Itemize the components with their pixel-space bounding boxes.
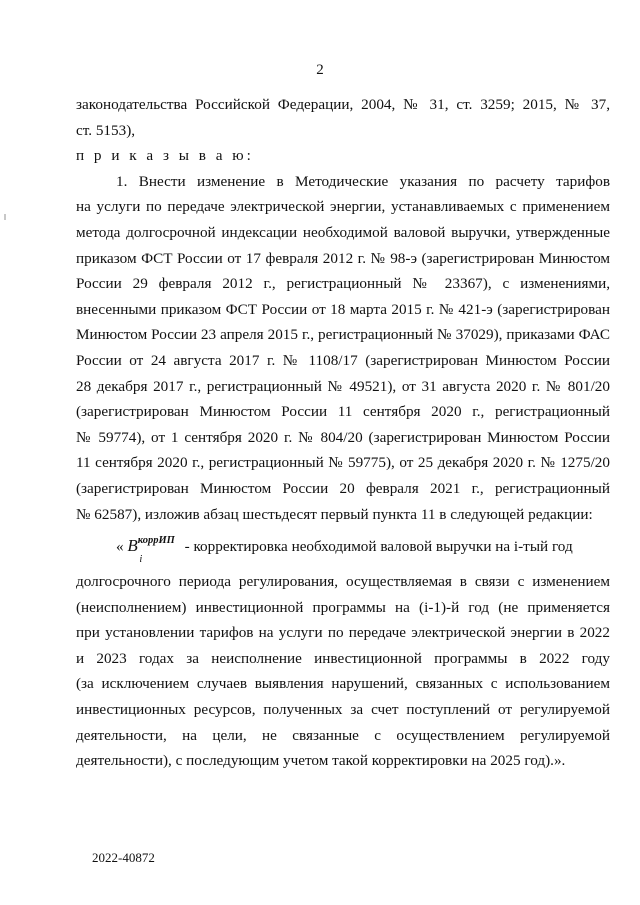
formula-superscript: коррИП <box>137 535 175 547</box>
document-registration-code: 2022-40872 <box>92 850 155 865</box>
paragraph-legislation-ref <box>76 92 610 143</box>
text-line: деятельности, на цели, не связанные с осуществлением регулируемой <box>76 726 610 744</box>
paragraph-order-word <box>76 143 610 169</box>
text-line: № 59774), от 1 сентября 2020 г. № 804/20 (зарегистрирован Минюстом России <box>76 428 610 446</box>
text-line: долгосрочного периода регулирования, осуществляемая в связи с изменением <box>76 573 610 591</box>
text-line: законодательства Российской Федерации, 2004, № 31, ст. 3259; 2015, № 37, <box>76 96 610 113</box>
text-line: инвестиционных ресурсов, полученных за счет поступлений от регулируемой <box>76 701 610 719</box>
formula-subscript: i <box>139 554 143 566</box>
open-quote: « <box>116 538 124 556</box>
text-line: Минюстом России 23 апреля 2015 г., регистрационный № 37029), приказами ФАС <box>76 326 610 344</box>
order-heading: п р и к а з ы в а ю: <box>76 147 254 165</box>
text-line: деятельности), с последующим учетом такой корректировки на 2025 год).». <box>76 752 566 770</box>
text-line: № 62587), изложив абзац шестьдесят первый пункта 11 в следующей редакции: <box>76 505 593 523</box>
formula-line <box>76 527 610 569</box>
text-line: метода долгосрочной индексации необходимой валовой выручки, утвержденные <box>76 223 610 241</box>
formula-base: B <box>127 536 138 556</box>
text-line: ст. 5153), <box>76 121 136 139</box>
scan-edge-mark <box>4 214 6 220</box>
text-line: при установлении тарифов на услуги по передаче электрической энергии в 2022 <box>76 624 610 642</box>
page-number: 2 <box>316 62 324 78</box>
text-line: России 29 февраля 2012 г., регистрационный № 23367), с изменениями, <box>76 275 610 293</box>
text-line: (зарегистрирован Минюстом России 20 февраля 2021 г., регистрационный <box>76 479 610 497</box>
text-line: (зарегистрирован Минюстом России 11 сентября 2020 г., регистрационный <box>76 403 610 421</box>
paragraph-item-1 <box>76 169 610 527</box>
text-line: России от 24 августа 2017 г. № 1108/17 (зарегистрирован Минюстом России <box>76 351 610 369</box>
text-line: и 2023 годах за неисполнение инвестиционной программы в 2022 году <box>76 649 610 667</box>
text-line: (за исключением случаев выявления нарушений, связанных с использованием <box>76 675 610 693</box>
text-line: 28 декабря 2017 г., регистрационный № 49521), от 31 августа 2020 г. № 801/20 <box>76 377 610 395</box>
text-line: внесенными приказом ФСТ России от 18 марта 2015 г. № 421-э (зарегистрирован <box>76 300 610 318</box>
text-line: (неисполнением) инвестиционной программы на (i-1)-й год (не применяется <box>76 598 610 616</box>
text-line: на услуги по передаче электрической энергии, устанавливаемых с применением <box>76 198 610 216</box>
formula-definition-text: - корректировка необходимой валовой выручки на i-тый год <box>184 538 573 556</box>
text-line: 1. Внести изменение в Методические указания по расчету тарифов <box>116 172 610 190</box>
document-body <box>76 92 610 774</box>
text-line: приказом ФСТ России от 17 февраля 2012 г. № 98-э (зарегистрирован Минюстом <box>76 249 610 267</box>
formula-b-korr-ip <box>127 531 174 564</box>
text-line: 11 сентября 2020 г., регистрационный № 59775), от 25 декабря 2020 г. № 1275/20 <box>76 454 610 472</box>
paragraph-quoted-definition <box>76 527 610 774</box>
